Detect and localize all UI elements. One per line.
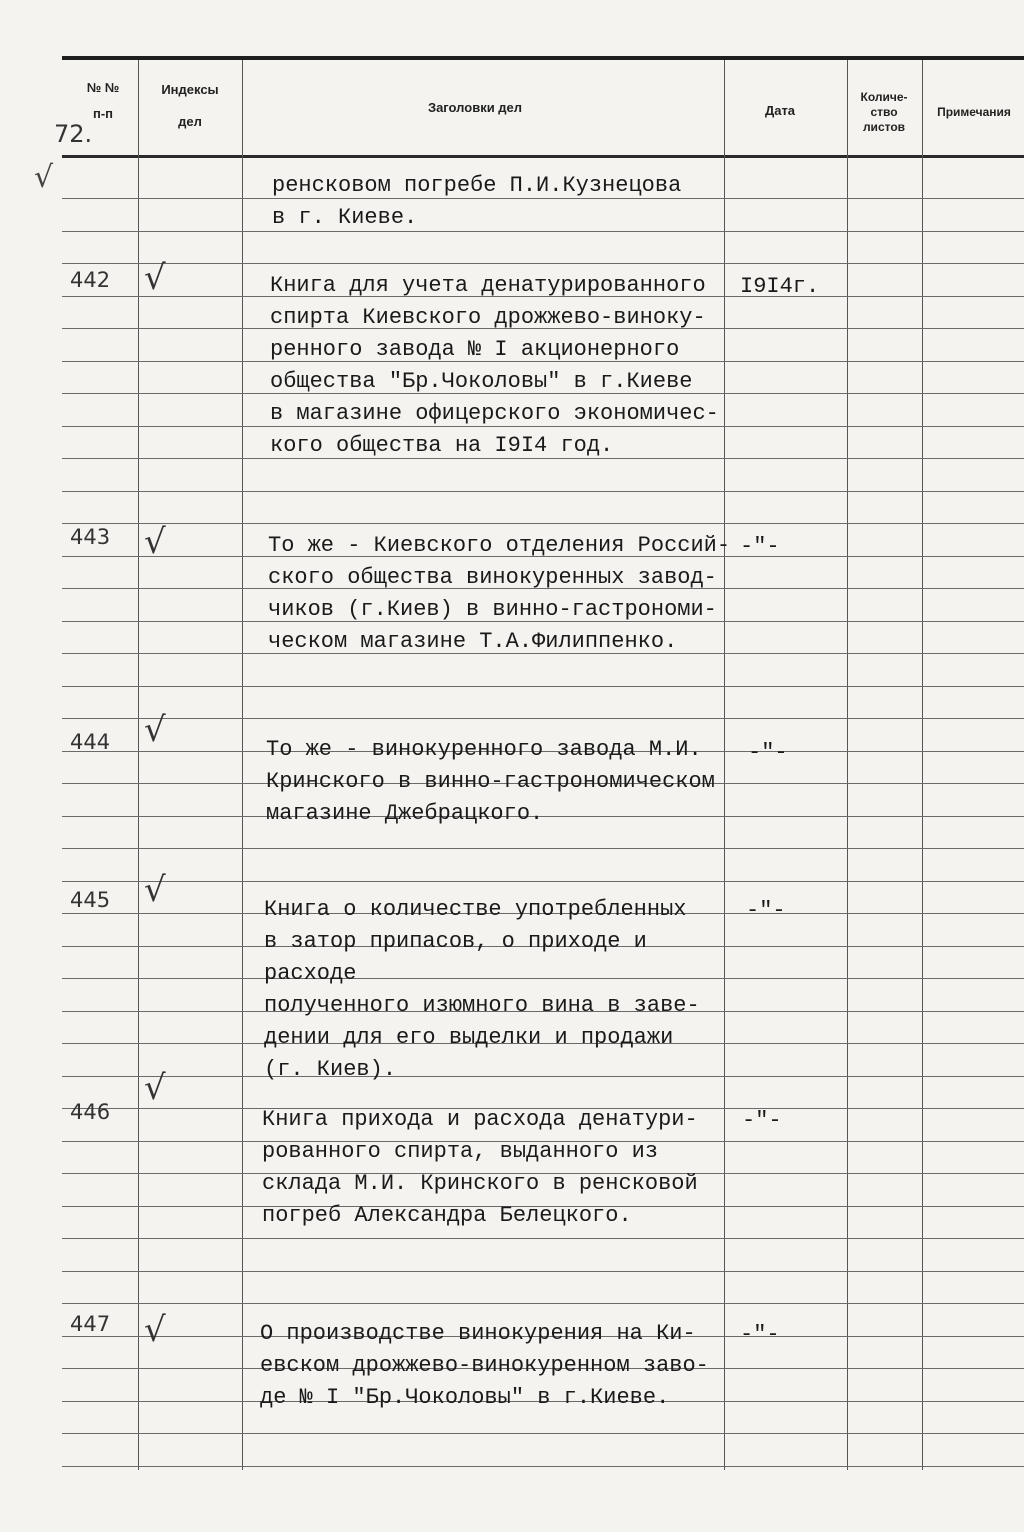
header-index bbox=[142, 82, 238, 130]
header-sheets-2: ство bbox=[870, 105, 898, 119]
header-index-label-1: Индексы bbox=[161, 82, 219, 97]
header-notes: Примечания bbox=[937, 105, 1011, 119]
entry-number: 447 bbox=[70, 1312, 111, 1336]
check-mark: √ bbox=[144, 870, 166, 910]
ruled-line bbox=[62, 686, 1024, 687]
ruled-line bbox=[62, 718, 1024, 719]
header-number-label: № № bbox=[86, 80, 120, 95]
header-titles: Заголовки дел bbox=[427, 100, 523, 115]
entry-number: 444 bbox=[70, 730, 111, 754]
column-divider bbox=[242, 60, 243, 1470]
entry-number: 446 bbox=[70, 1100, 111, 1124]
header-sheets-3: листов bbox=[862, 120, 906, 134]
header-number-sub: п-п bbox=[92, 106, 114, 121]
column-divider bbox=[847, 60, 848, 1470]
ruled-line bbox=[62, 491, 1024, 492]
ruled-line bbox=[62, 263, 1024, 264]
header-sheets bbox=[848, 90, 920, 135]
check-mark: √ bbox=[144, 710, 166, 750]
header-bottom-line bbox=[62, 155, 1024, 158]
margin-check-mark: √ bbox=[34, 160, 54, 195]
column-divider bbox=[922, 60, 923, 1470]
column-divider bbox=[138, 60, 139, 1470]
entry-date: I9I4г. bbox=[740, 274, 820, 299]
entry-date: -"- bbox=[746, 898, 786, 923]
entry-date: -"- bbox=[740, 534, 780, 559]
ruled-line bbox=[62, 1238, 1024, 1239]
entry-date: -"- bbox=[740, 1322, 780, 1347]
ruled-line bbox=[62, 1466, 1024, 1467]
entry-title: Книга о количестве употребленных в затор припасов, о приходе и расходе полученного изюмного вина в заве- дении для его выделки и продажи (г. Киев). bbox=[264, 897, 700, 1082]
header-date: Дата bbox=[764, 103, 796, 118]
header-number bbox=[70, 80, 136, 122]
check-mark: √ bbox=[144, 522, 166, 562]
ruled-line bbox=[62, 881, 1024, 882]
entry-title: Книга для учета денатурированного спирта Киевского дрожжево-виноку- ренного завода № I акционерного общества "Бр.Чоколовы" в г.Киеве в магазине офицерского экономичес- кого общества на I9I4 год. bbox=[270, 273, 719, 458]
entry-date: -"- bbox=[748, 740, 788, 765]
page-number: 72. bbox=[54, 120, 93, 148]
entry-title: О производстве винокурения на Ки- евском дрожжево-винокуренном заво- де № I "Бр.Чоколовы" в г.Киеве. bbox=[260, 1321, 709, 1410]
ruled-line bbox=[62, 523, 1024, 524]
ruled-line bbox=[62, 848, 1024, 849]
ruled-line bbox=[62, 1433, 1024, 1434]
header-index-label-2: дел bbox=[178, 114, 202, 129]
top-border-line bbox=[62, 56, 1024, 60]
ruled-line bbox=[62, 1303, 1024, 1304]
check-mark: √ bbox=[144, 1068, 166, 1108]
header-sheets-1: Количе- bbox=[860, 90, 908, 104]
check-mark: √ bbox=[144, 258, 166, 298]
entry-title: Книга прихода и расхода денатури- рованного спирта, выданного из склада М.И. Кринского в ренсковой погреб Александра Белецкого. bbox=[262, 1107, 698, 1228]
check-mark: √ bbox=[144, 1310, 166, 1350]
continuation-title: ренсковом погребе П.И.Кузнецова в г. Киеве. bbox=[272, 173, 682, 230]
entry-date: -"- bbox=[742, 1108, 782, 1133]
entry-number: 445 bbox=[70, 888, 111, 912]
ruled-line bbox=[62, 1271, 1024, 1272]
entry-title: То же - Киевского отделения Россий- ского общества винокуренных завод- чиков (г.Киев) в винно-гастрономи- ческом магазине Т.А.Филиппенко. bbox=[268, 533, 731, 654]
entry-title: То же - винокуренного завода М.И. Кринского в винно-гастрономическом магазине Джебрацкого. bbox=[266, 737, 715, 826]
entry-number: 442 bbox=[70, 268, 111, 292]
entry-number: 443 bbox=[70, 525, 111, 549]
